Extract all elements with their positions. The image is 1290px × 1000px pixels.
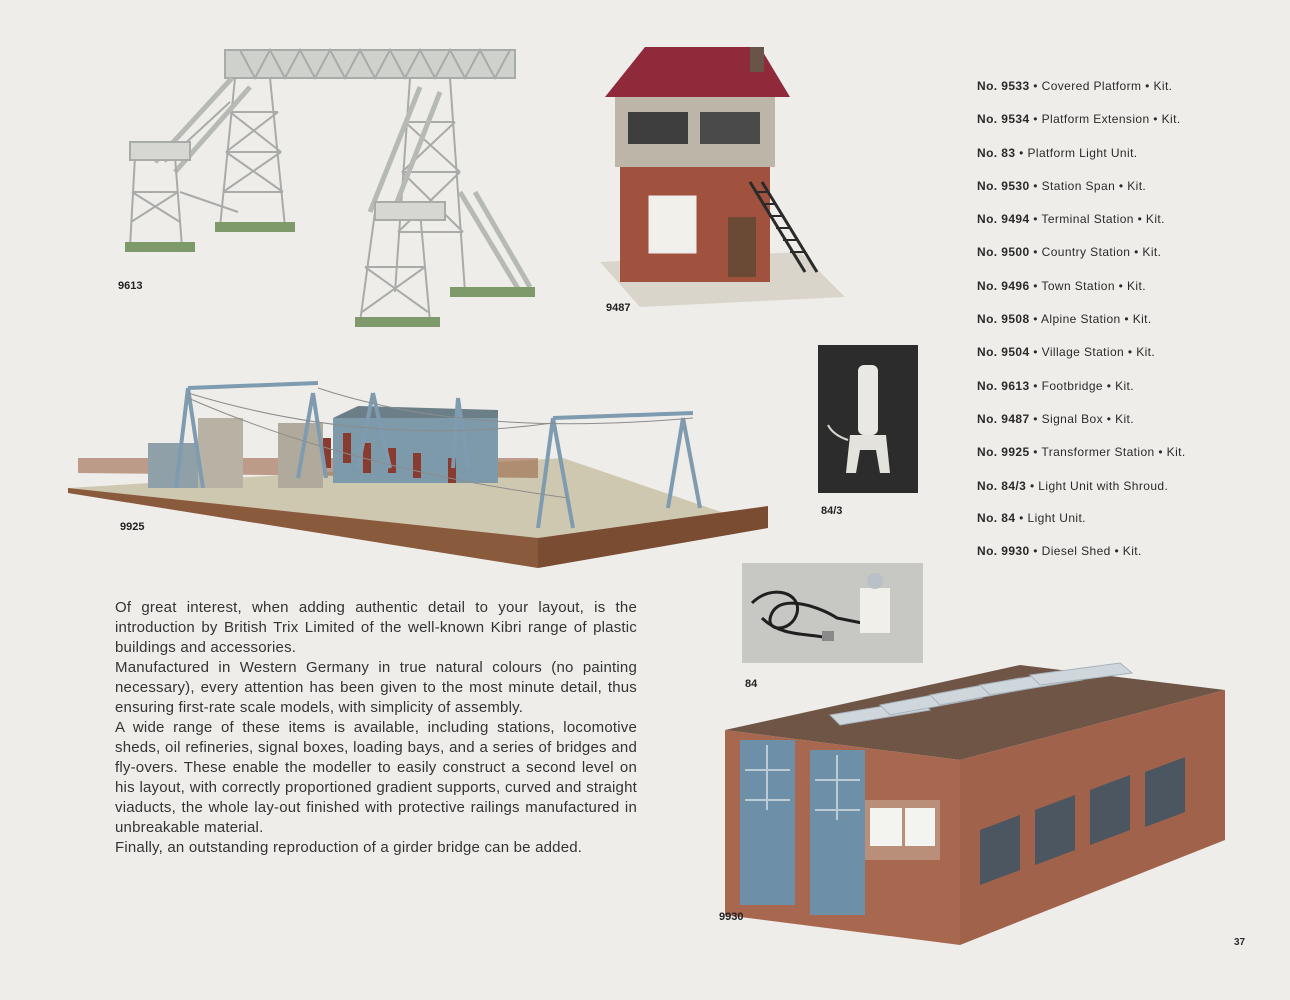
catalog-item: No. 84 • Light Unit.	[977, 510, 1086, 525]
caption-9487: 9487	[606, 302, 631, 314]
caption-9925: 9925	[120, 521, 145, 533]
caption-84: 84	[745, 678, 758, 690]
catalog-item: No. 9500 • Country Station • Kit.	[977, 245, 1162, 260]
catalog-item: No. 9487 • Signal Box • Kit.	[977, 411, 1135, 426]
catalog-item: No. 9508 • Alpine Station • Kit.	[977, 312, 1152, 327]
catalog-item: No. 9930 • Diesel Shed • Kit.	[977, 543, 1142, 558]
transformer-station-illustration	[68, 378, 768, 573]
catalog-item: No. 9533 • Covered Platform • Kit.	[977, 79, 1173, 93]
caption-84-3: 84/3	[821, 505, 843, 517]
page-number: 37	[1234, 937, 1246, 948]
diesel-shed-illustration	[720, 660, 1230, 950]
signal-box-illustration	[600, 42, 845, 307]
light-shroud-photo	[818, 345, 918, 493]
body-paragraph: A wide range of these items is available, including stations, locomotive sheds, oil refineries, signal boxes, loading bays, and a series of bridges and fly-overs. These enable the modeller to easily construct a second level on his layout, with correctly proportioned gradient supports, curved and straight viaducts, the whole lay-out finished with protective railings manufactured in unbreakable material.	[115, 719, 637, 836]
body-text	[115, 598, 637, 858]
body-paragraph: Finally, an outstanding reproduction of a girder bridge can be added.	[115, 839, 583, 856]
catalog-item: No. 84/3 • Light Unit with Shroud.	[977, 478, 1169, 493]
body-paragraph: Manufactured in Western Germany in true natural colours (no painting necessary), every attention has been given to the most minute detail, thus ensuring first-rate scale models, with simplicity of assembly.	[115, 659, 637, 716]
catalog-item: No. 83 • Platform Light Unit.	[977, 145, 1138, 160]
caption-9613: 9613	[118, 280, 143, 292]
catalog-item: No. 9504 • Village Station • Kit.	[977, 345, 1156, 360]
catalog-item: No. 9530 • Station Span • Kit.	[977, 178, 1147, 193]
body-paragraph: Of great interest, when adding authentic detail to your layout, is the introduction by British Trix Limited of the well-known Kibri range of plastic buildings and accessories.	[115, 599, 637, 656]
light-unit-photo	[742, 563, 923, 663]
footbridge-illustration	[120, 42, 540, 332]
catalog-item: No. 9496 • Town Station • Kit.	[977, 278, 1146, 293]
catalog-item: No. 9613 • Footbridge • Kit.	[977, 378, 1135, 393]
catalog-item: No. 9925 • Transformer Station • Kit.	[977, 445, 1186, 460]
catalog-item: No. 9494 • Terminal Station • Kit.	[977, 212, 1165, 227]
catalog-item: No. 9534 • Platform Extension • Kit.	[977, 112, 1181, 127]
catalog-list	[977, 78, 1277, 576]
caption-9930: 9930	[719, 911, 744, 923]
